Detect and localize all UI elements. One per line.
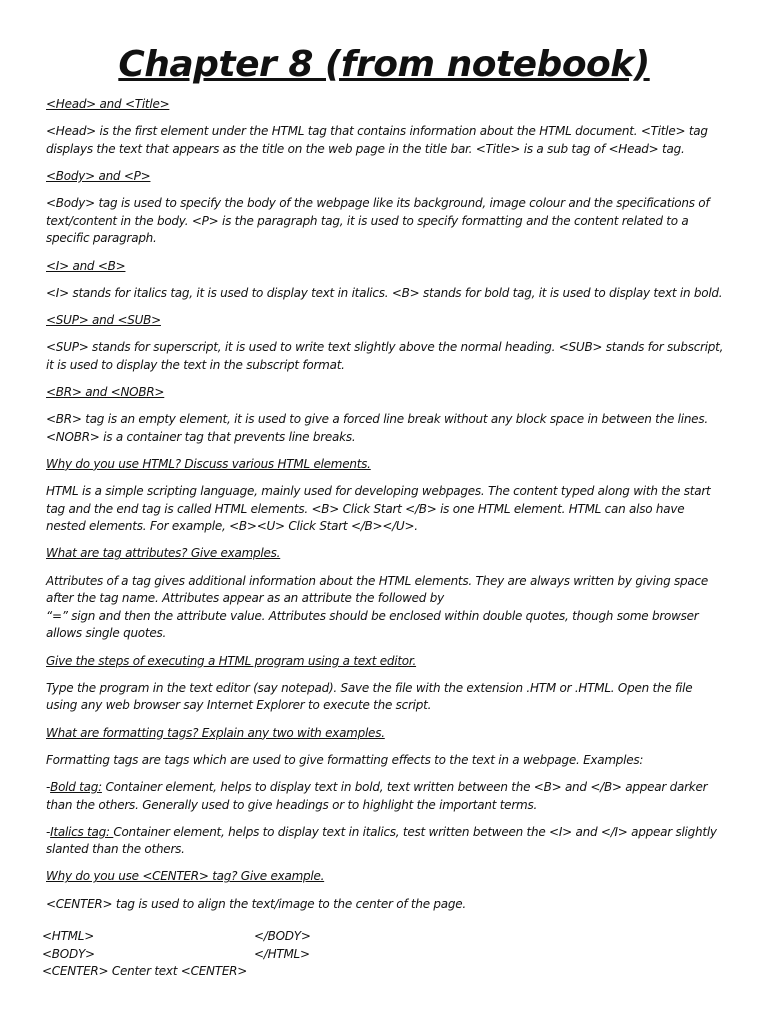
answer-text: <CENTER> tag is used to align the text/image to the center of the page. xyxy=(46,896,466,911)
page-title: Chapter 8 (from notebook) xyxy=(118,44,650,85)
bold-tag-text: Container element, helps to display text in bold, text written between the <B> and </B> appear darker than the others. Generally used to give headings or to highlight the important terms. xyxy=(46,779,708,812)
bullet-prefix: - xyxy=(46,824,51,839)
section-text: <Body> tag is used to specify the body of the webpage like its background, image colour and the specifications of text/content in the body. <P> is the paragraph tag, it is used to specify formatting and the content related to a specific paragraph. xyxy=(46,196,710,246)
bullet-prefix: - xyxy=(46,779,51,794)
section-heading: <SUP> and <SUB> xyxy=(46,312,161,327)
section-text: <BR> tag is an empty element, it is used to give a forced line break without any block space in between the lines. <NOBR> is a container tag that prevents line breaks. xyxy=(46,412,708,444)
code-column-left xyxy=(42,928,247,981)
answer-text: HTML is a simple scripting language, mainly used for developing webpages. The content typed along with the start tag and the end tag is called HTML elements. <B> Click Start </B> is one HTML element. HTML can also have nested elements. For example, <B><U> Click Start </B></U>. xyxy=(46,484,711,534)
section-text: <I> stands for italics tag, it is used to display text in italics. <B> stands for bold tag, it is used to display text in bold. xyxy=(46,285,723,300)
bold-tag-item xyxy=(46,779,726,814)
question-heading: Give the steps of executing a HTML program using a text editor. xyxy=(46,653,417,668)
section-heading: <BR> and <NOBR> xyxy=(46,384,165,399)
section-heading: <I> and <B> xyxy=(46,258,126,273)
section-text: <SUP> stands for superscript, it is used to write text slightly above the normal heading. <SUB> stands for subscript, it is used to display the text in the subscript format. xyxy=(46,340,724,372)
question-heading: Why do you use HTML? Discuss various HTML elements. xyxy=(46,456,371,471)
answer-text: Type the program in the text editor (say notepad). Save the file with the extension .HTM or .HTML. Open the file using any web browser say Internet Explorer to execute the script. xyxy=(46,680,693,713)
code-line: </HTML> xyxy=(254,946,310,961)
answer-text: Formatting tags are tags which are used to give formatting effects to the text in a webpage. Examples: xyxy=(46,752,644,767)
question-heading: Why do you use <CENTER> tag? Give example. xyxy=(46,869,325,884)
code-column-right xyxy=(254,928,311,963)
code-line: <CENTER> Center text <CENTER> xyxy=(42,964,248,979)
answer-text-line1: Attributes of a tag gives additional information about the HTML elements. They are always written by giving space after the tag name. Attributes appear as an attribute the followed by xyxy=(46,573,708,606)
section-text: <Head> is the first element under the HTML tag that contains information about the HTML document. <Title> tag displays the text that appears as the title on the web page in the title bar. <Title> is a sub tag of <Head> tag. xyxy=(46,124,708,156)
question-heading: What are tag attributes? Give examples. xyxy=(46,546,281,561)
section-heading: <Head> and <Title> xyxy=(46,97,170,111)
code-line: <BODY> xyxy=(42,946,95,961)
question-heading: What are formatting tags? Explain any two with examples. xyxy=(46,725,385,740)
answer-text xyxy=(46,573,726,643)
italics-tag-item xyxy=(46,824,726,859)
document-body xyxy=(46,96,726,923)
bold-tag-label: Bold tag: xyxy=(50,779,102,794)
italics-tag-text: Container element, helps to display text in italics, test written between the <I> and </I> appear slightly slanted than the others. xyxy=(46,824,717,857)
code-line: </BODY> xyxy=(254,929,311,943)
section-heading: <Body> and <P> xyxy=(46,168,151,183)
code-line: <HTML> xyxy=(42,929,95,943)
italics-tag-label: Italics tag: xyxy=(50,824,114,839)
answer-text-line2: “=” sign and then the attribute value. Attributes should be enclosed within double quotes, though some browser allows single quotes. xyxy=(46,608,699,641)
